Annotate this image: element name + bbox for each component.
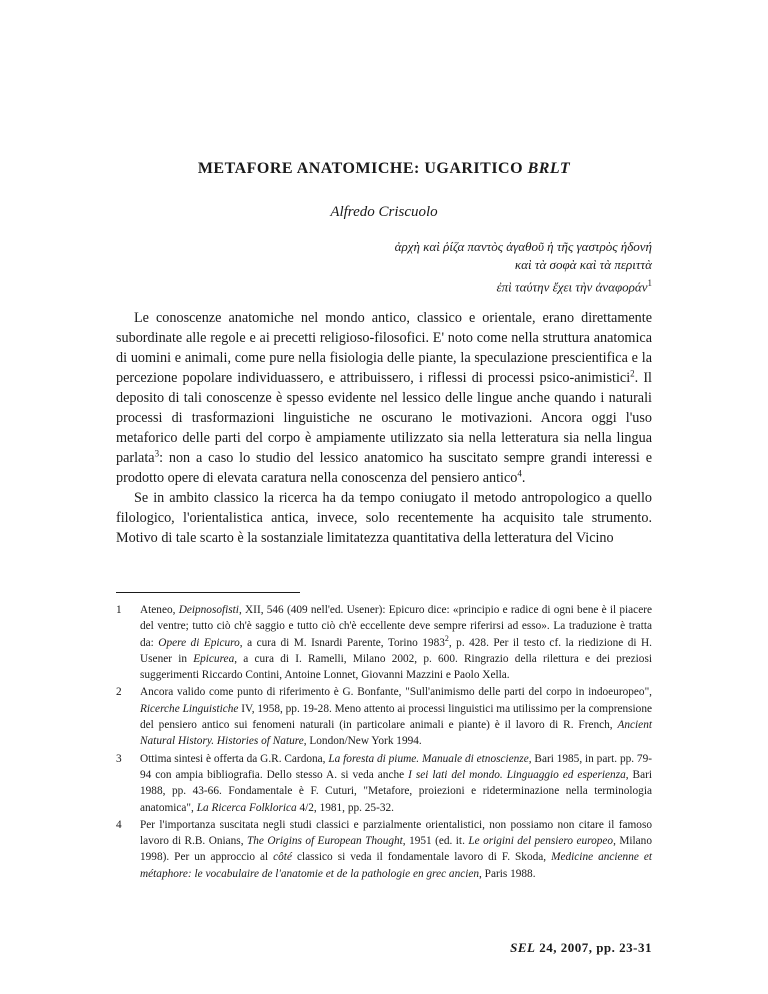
footnote-ref: 3 — [154, 448, 160, 459]
author-name: Alfredo Criscuolo — [330, 204, 438, 220]
epigraph-line: ἀρχὴ καὶ ῥίζα παντὸς ἀγαθοῦ ἡ τῆς γαστρὸς ἡδονή — [394, 239, 652, 254]
paragraph: Le conoscenze anatomiche nel mondo antico, classico e orientale, erano direttamente subordinate alle regole e ai precetti religioso-filosofici. E' noto come nella struttura anatomica di uomini e animali, come pure nella fisiologia delle piante, la speculazione prescientifica e la percezione popolare individuassero, e attribuissero, i riflessi di processi psico-animistici$^2$. Il deposito di tali conoscenze è spesso evidente nel lessico delle lingue anche quando i naturali processi di trasformazioni linguistiche ne oscurano le motivazioni. Ancora oggi l'uso metaforico delle parti del corpo è ampiamente utilizzato sia nella letteratura sia nella lingua parlata$^3$: non a caso lo studio del lessico anatomico ha suscitato sempre grandi interessi e prodotto opere di elevata caratura nella conoscenza del pensiero antico$^4$. — [116, 310, 652, 486]
epigraph-line: ἐπὶ ταύτην ἔχει τὴν ἀναφοράν$^1$ — [496, 278, 652, 295]
journal-citation: SEL 24, 2007, pp. 23-31 — [510, 940, 652, 955]
epigraph-line: καὶ τὰ σοφὰ καὶ τὰ περιττὰ — [514, 257, 652, 272]
footnote-ref: 4 — [517, 468, 522, 479]
footnote-ref: 2 — [630, 368, 635, 379]
paragraph: Se in ambito classico la ricerca ha da tempo coniugato il metodo antropologico a quello filologico, l'orientalistica antica, invece, solo recentemente ha acquisito tale strumento. Motivo di tale scarto è la sostanziale limitatezza quantitativa della letteratura del Vicino — [116, 490, 652, 546]
footnote-number: 2 — [116, 686, 122, 699]
footnotes — [116, 602, 652, 883]
title-italic-word: BRLT — [527, 160, 571, 177]
journal-name: SEL — [510, 940, 536, 955]
footnote-ref: 1 — [647, 278, 652, 288]
footnote-1: 1 Ateneo, Deipnosofisti, XII, 546 (409 nell'ed. Usener): Epicuro dice: «principio e radice di ogni bene è il piacere del ventre; tutto ciò ch'è saggio e tutto ciò ch'è eccellente deve sempre riferirsi ad esso». La traduzione è tratta da: Opere di Epicuro, a cura di M. Isnardi Parente, Torino 1983$^2$, p. 428. Per il testo cf. la riedizione di H. Usener in Epicurea, a cura di I. Ramelli, Milano 2002, p. 600. Ringrazio della rilettura e dei preziosi suggerimenti Riccardo Contini, Antoine Lonnet, Giovanni Mazzini e Paolo Xella. — [116, 604, 652, 682]
body-text — [116, 308, 652, 548]
footnote-2: 2 Ancora valido come punto di riferimento è G. Bonfante, "Sull'animismo delle parti del corpo in indoeuropeo", Ricerche Linguistiche IV, 1958, pp. 19-28. Meno attento ai processi linguistici ma utilissimo per la comprensione del pensiero antico sui fenomeni naturali (in particolare animali e piante) è il lavoro di R. French, Ancient Natural History. Histories of Nature, London/New York 1994. — [116, 686, 652, 748]
footnote-number: 3 — [116, 752, 122, 765]
footnote-4: 4 Per l'importanza suscitata negli studi classici e parzialmente orientalistici, non possiamo non citare il famoso lavoro di R.B. Onians, The Origins of European Thought, 1951 (ed. it. Le origini del pensiero europeo, Milano 1998). Per un approccio al côté classico si veda il fondamentale lavoro di F. Skoda, Medicine ancienne et métaphore: le vocabulaire de l'anatomie et de la pathologie en grec ancien, Paris 1988. — [116, 818, 652, 880]
article-title: METAFORE ANATOMICHE: UGARITICO BRLT — [197, 160, 571, 177]
footnote-number: 4 — [116, 818, 122, 831]
footnote-3: 3 Ottima sintesi è offerta da G.R. Cardona, La foresta di piume. Manuale di etnoscienze, Bari 1985, in part. pp. 79-94 con ampia bibliografia. Dello stesso A. si veda anche I sei lati del mondo. Linguaggio ed esperienza, Bari 1988, pp. 43-66. Fondamentale è F. Cuturi, "Metafore, proiezioni e rideterminazione nella terminologia anatomica", La Ricerca Folklorica 4/2, 1981, pp. 25-32. — [116, 752, 652, 814]
greek-epigraph — [232, 238, 652, 296]
footnote-separator — [116, 592, 300, 593]
footnote-number: 1 — [116, 604, 122, 616]
